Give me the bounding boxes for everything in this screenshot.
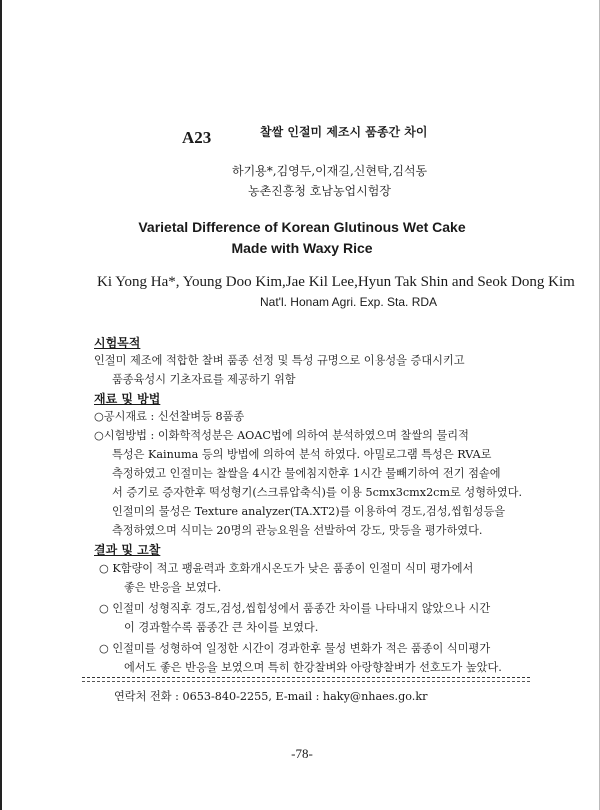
- divider: [82, 681, 530, 682]
- page-number: -78-: [291, 746, 313, 761]
- methods-line: 서 증기로 증자한후 떡성형기(스크류압축식)를 이용 5cmx3cmx2cm로 성형하였다.: [112, 486, 523, 499]
- results-line: ○ 인절미를 성형하여 일정한 시간이 경과한후 물성 변화가 적은 품종이 식미평가: [99, 642, 491, 655]
- objective-heading: 시험목적: [94, 336, 141, 350]
- contact-info: 연락처 전화 : 0653-840-2255, E-mail : haky@nhaes.go.kr: [114, 690, 428, 703]
- methods-line: ○시험방법 : 이화학적성분은 AOAC법에 의하여 분석하였으며 찰쌀의 물리적: [94, 429, 469, 442]
- korean-affiliation: 농촌진흥청 호남농업시험장: [248, 184, 391, 198]
- methods-heading: 재료 및 방법: [94, 392, 161, 406]
- korean-title: 찰쌀 인절미 제조시 품종간 차이: [260, 125, 428, 139]
- english-authors: Ki Yong Ha*, Young Doo Kim,Jae Kil Lee,Hyun Tak Shin and Seok Dong Kim: [97, 274, 575, 290]
- abstract-code: A23: [182, 128, 212, 147]
- methods-line: 측정하였고 인절미는 찰쌀을 4시간 물에침지한후 1시간 물빼기하여 전기 점솥에: [112, 467, 501, 480]
- objective-line: 품종육성시 기초자료를 제공하기 위함: [112, 373, 296, 386]
- results-line: 에서도 좋은 반응을 보였으며 특히 한강찰벼와 아랑향찰벼가 선호도가 높았다.: [124, 661, 502, 674]
- korean-authors: 하기용*,김영두,이재길,신현탁,김석동: [232, 164, 428, 178]
- methods-line: 특성은 Kainuma 등의 방법에 의하여 분석 하였다. 아밀로그램 특성은 RVA로: [112, 448, 492, 461]
- english-title-line1: Varietal Difference of Korean Glutinous Wet Cake: [138, 219, 466, 235]
- results-line: ○ K함량이 적고 팽윤력과 호화개시온도가 낮은 품종이 인절미 식미 평가에서: [99, 562, 474, 575]
- divider: [82, 677, 530, 678]
- methods-line: 인절미의 물성은 Texture analyzer(TA.XT2)를 이용하여 경도,검성,씹힘성등을: [112, 505, 506, 518]
- english-affiliation: Nat'l. Honam Agri. Exp. Sta. RDA: [260, 295, 438, 309]
- methods-line: ○공시재료 : 신선찰벼등 8품종: [94, 410, 245, 423]
- objective-line: 인절미 제조에 적합한 찰벼 품종 선정 및 특성 규명으로 이용성을 증대시키고: [94, 354, 465, 367]
- results-line: 이 경과할수록 품종간 큰 차이를 보였다.: [124, 621, 319, 634]
- methods-line: 측정하였으며 식미는 20명의 관능요원을 선발하여 강도, 맛등을 평가하였다.: [112, 524, 483, 537]
- results-line: ○ 인절미 성형직후 경도,검성,씹힘성에서 품종간 차이를 나타내지 않았으나 시간: [99, 602, 491, 615]
- results-line: 좋은 반응을 보였다.: [124, 581, 222, 594]
- english-title-line2: Made with Waxy Rice: [231, 240, 373, 256]
- results-heading: 결과 및 고찰: [94, 543, 161, 557]
